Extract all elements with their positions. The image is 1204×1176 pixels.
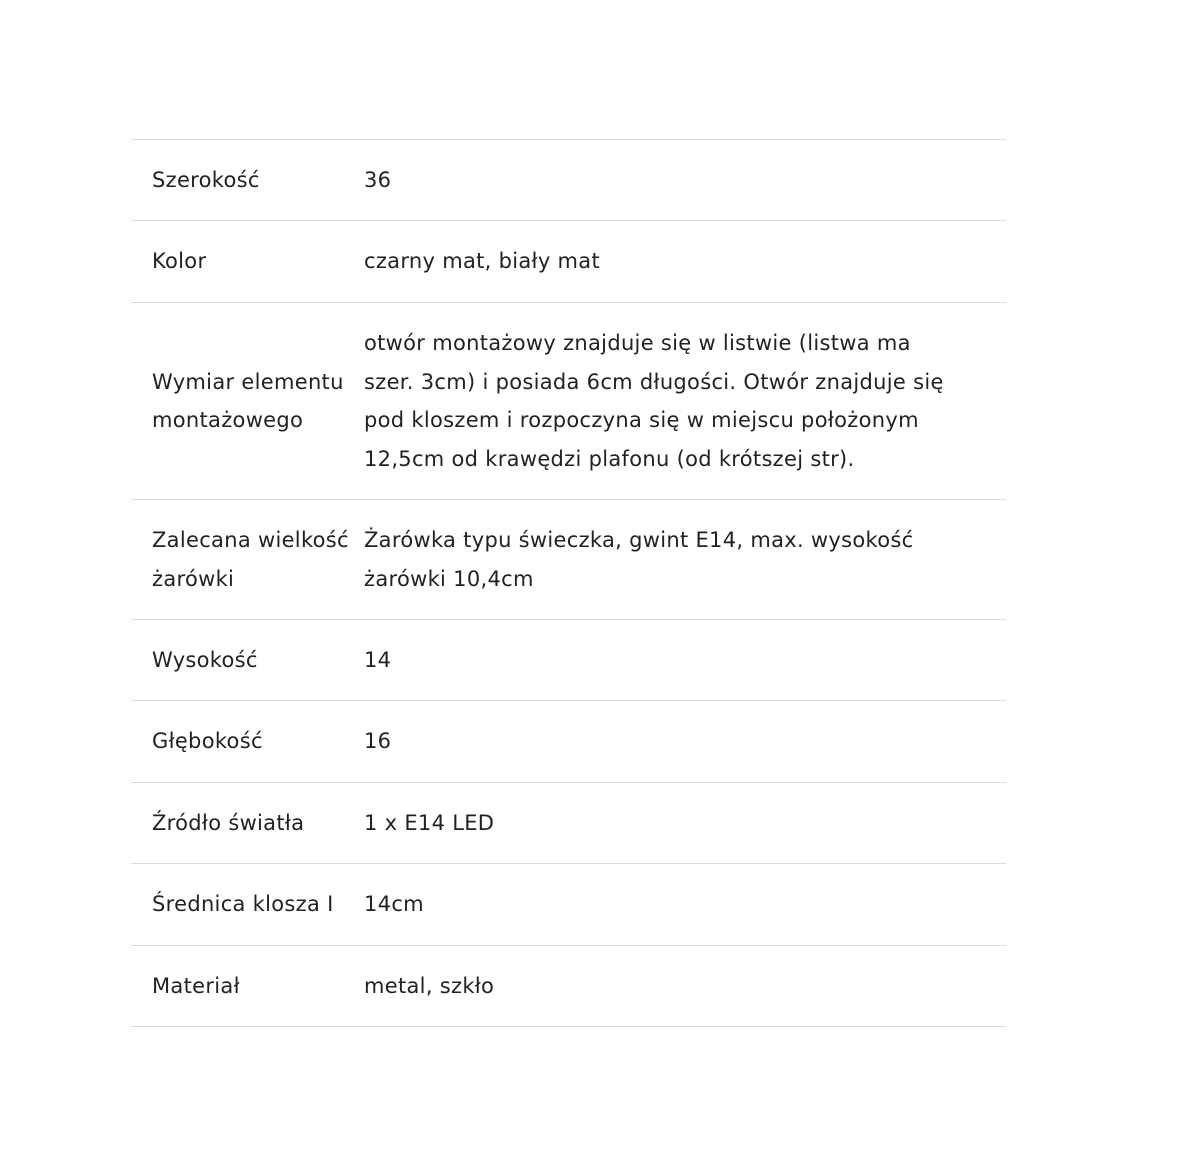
spec-label: Szerokość — [152, 167, 260, 192]
spec-value: 36 — [364, 167, 392, 192]
spec-value: 14cm — [364, 892, 424, 917]
spec-value: 16 — [364, 729, 392, 754]
table-row — [131, 864, 1006, 946]
table-row — [131, 140, 1006, 221]
table-row — [131, 303, 1006, 500]
table-row — [131, 701, 1006, 783]
spec-value: 14 — [364, 647, 392, 672]
spec-label: Średnica klosza I — [152, 892, 334, 917]
spec-label: Głębokość — [152, 729, 263, 754]
spec-label: Zalecana wielkość żarówki — [152, 528, 349, 591]
spec-label: Wysokość — [152, 647, 258, 672]
spec-label: Źródło światła — [152, 810, 305, 835]
table-row — [131, 783, 1006, 864]
table-row — [131, 500, 1006, 620]
spec-value: metal, szkło — [364, 973, 495, 998]
spec-value: czarny mat, biały mat — [364, 249, 600, 274]
table-row — [131, 946, 1006, 1027]
spec-value: 1 x E14 LED — [364, 810, 495, 835]
spec-label: Kolor — [152, 249, 207, 274]
spec-label: Wymiar elementu montażowego — [152, 369, 344, 432]
spec-value: otwór montażowy znajduje się w listwie (listwa ma szer. 3cm) i posiada 6cm długości. Otwór znajduje się pod kloszem i rozpoczyna się w miejscu położonym 12,5cm od krawędzi plafonu (od krótszej str). — [364, 331, 944, 471]
spec-label: Materiał — [152, 973, 240, 998]
table-row — [131, 620, 1006, 701]
table-row — [131, 221, 1006, 303]
spec-value: Żarówka typu świeczka, gwint E14, max. wysokość żarówki 10,4cm — [364, 528, 914, 591]
specification-table — [131, 139, 1006, 1027]
